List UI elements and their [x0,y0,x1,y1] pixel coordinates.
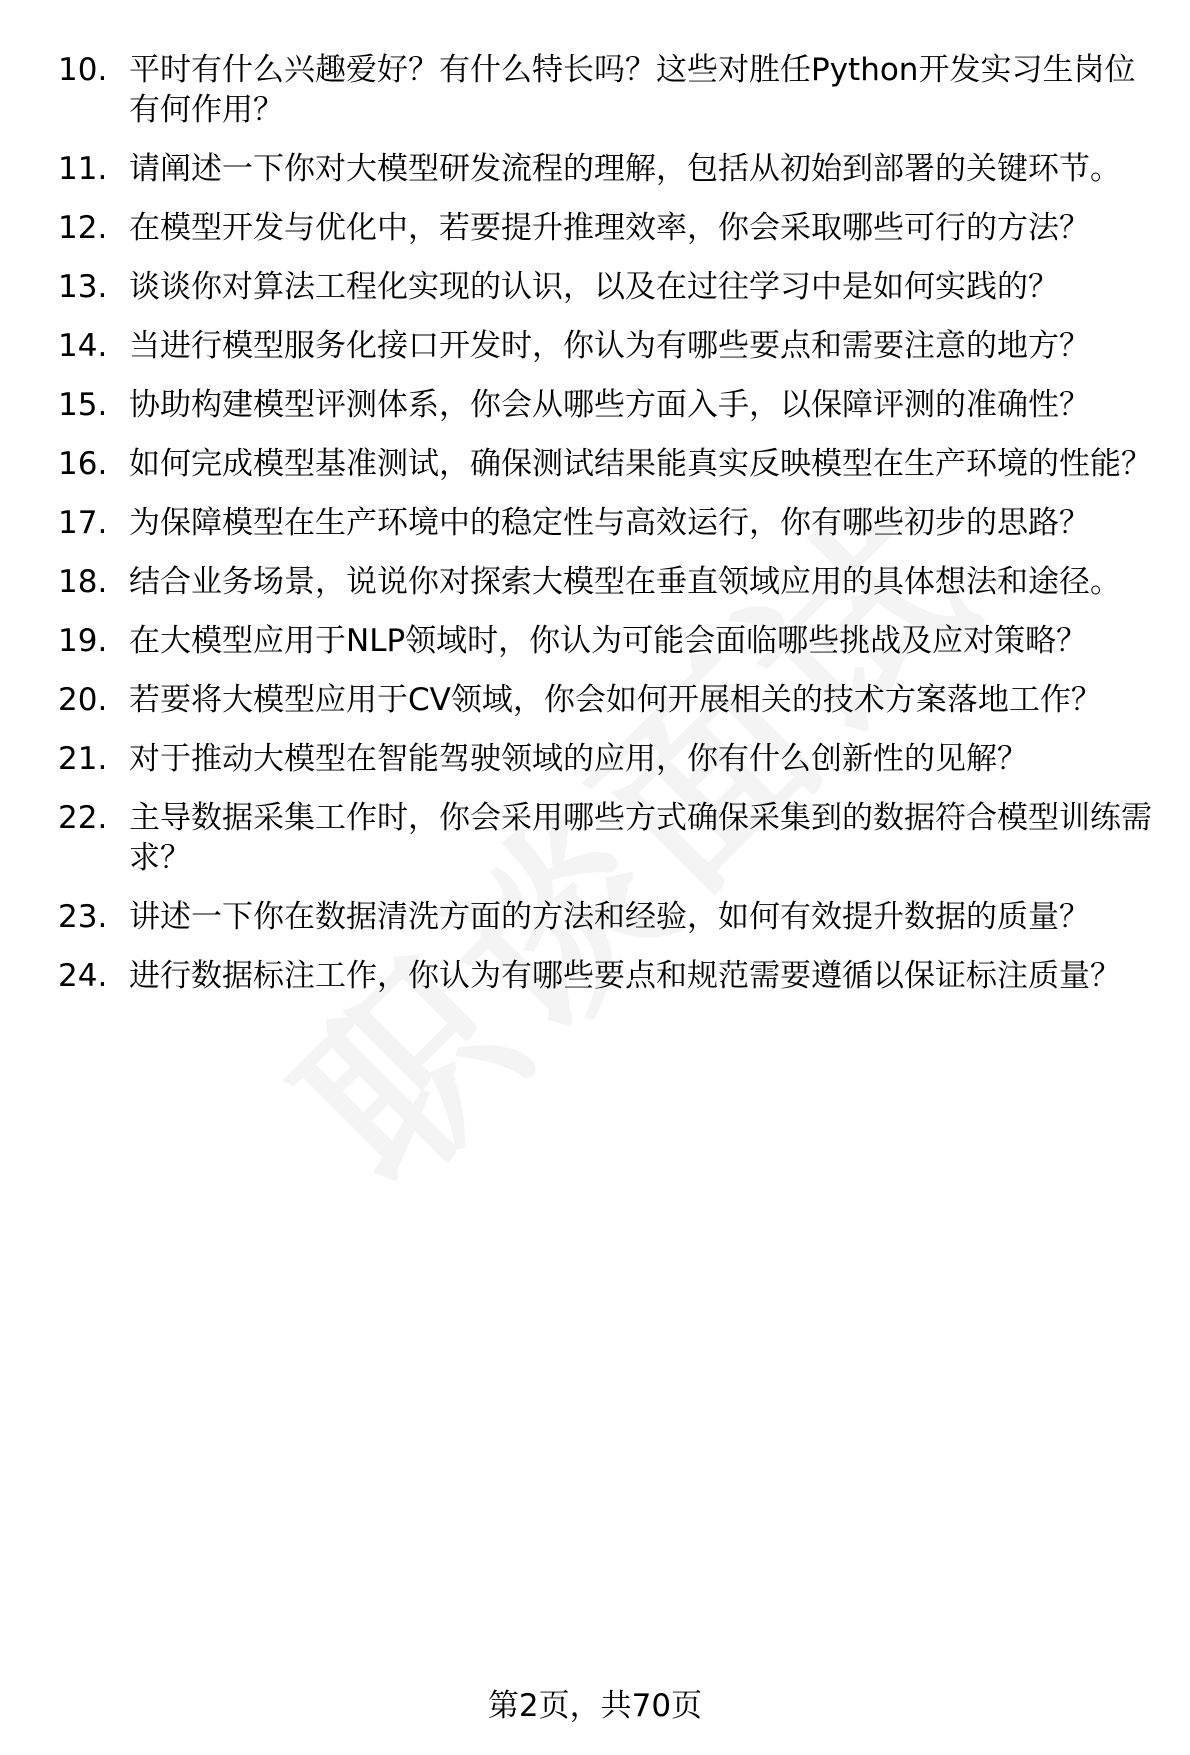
question-item [0,739,1190,779]
question-number: 17. [58,505,108,541]
question-number: 23. [58,899,108,935]
question-item [0,621,1190,661]
question-number: 18. [58,564,108,600]
question-item [0,956,1190,996]
question-list [0,50,1190,1015]
question-text: 谈谈你对算法工程化实现的认识，以及在过往学习中是如何实践的？ [129,269,1059,305]
question-number: 14. [58,328,108,364]
question-text: 为保障模型在生产环境中的稳定性与高效运行，你有哪些初步的思路？ [129,505,1090,541]
question-item [0,385,1190,425]
question-number: 22. [58,800,108,836]
question-item [0,208,1190,248]
question-number: 11. [58,151,108,187]
question-number: 21. [58,741,108,777]
question-item [0,50,1190,130]
question-item [0,798,1190,878]
question-item [0,444,1190,484]
question-number: 12. [58,210,108,246]
question-text: 主导数据采集工作时，你会采用哪些方式确保采集到的数据符合模型训练需求？ [129,800,1152,876]
question-item [0,680,1190,720]
question-text: 平时有什么兴趣爱好？有什么特长吗？这些对胜任Python开发实习生岗位有何作用？ [129,52,1136,128]
question-number: 24. [58,958,108,994]
question-text: 对于推动大模型在智能驾驶领域的应用，你有什么创新性的见解？ [129,741,1028,777]
question-number: 16. [58,446,108,482]
question-text: 进行数据标注工作，你认为有哪些要点和规范需要遵循以保证标注质量？ [129,958,1121,994]
question-text: 在模型开发与优化中，若要提升推理效率，你会采取哪些可行的方法？ [129,210,1090,246]
question-number: 20. [58,682,108,718]
question-item [0,503,1190,543]
question-item [0,267,1190,307]
question-text: 在大模型应用于NLP领域时，你认为可能会面临哪些挑战及应对策略？ [129,623,1088,659]
page-number-label: 第2页，共70页 [487,1688,703,1724]
question-text: 若要将大模型应用于CV领域，你会如何开展相关的技术方案落地工作？ [129,682,1102,718]
page-footer [0,1686,1190,1726]
question-text: 协助构建模型评测体系，你会从哪些方面入手，以保障评测的准确性？ [129,387,1090,423]
question-item [0,326,1190,366]
question-text: 如何完成模型基准测试，确保测试结果能真实反映模型在生产环境的性能？ [129,446,1152,482]
question-item [0,149,1190,189]
question-number: 10. [58,52,108,88]
question-text: 请阐述一下你对大模型研发流程的理解，包括从初始到部署的关键环节。 [129,151,1121,187]
question-number: 19. [58,623,108,659]
question-number: 15. [58,387,108,423]
question-number: 13. [58,269,108,305]
question-item [0,897,1190,937]
question-item [0,562,1190,602]
question-text: 当进行模型服务化接口开发时，你认为有哪些要点和需要注意的地方？ [129,328,1090,364]
question-text: 结合业务场景，说说你对探索大模型在垂直领域应用的具体想法和途径。 [129,564,1121,600]
question-text: 讲述一下你在数据清洗方面的方法和经验，如何有效提升数据的质量？ [129,899,1090,935]
